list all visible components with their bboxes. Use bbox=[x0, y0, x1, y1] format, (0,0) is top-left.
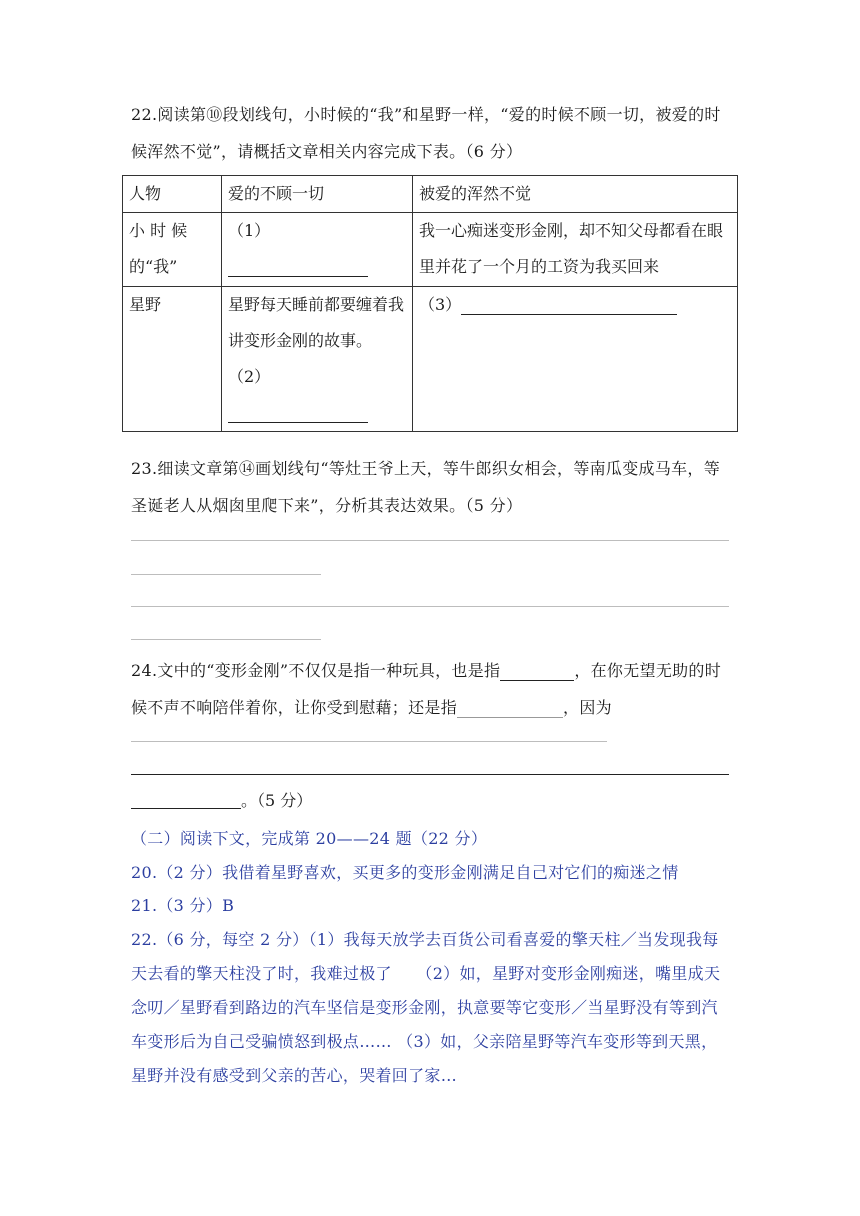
row2-person: 星野 bbox=[123, 287, 222, 432]
answer-line[interactable] bbox=[131, 774, 729, 775]
q24-part1: 24.文中的“变形金刚”不仅仅是指一种玩具，也是指 bbox=[131, 661, 501, 680]
answer-line[interactable] bbox=[131, 808, 241, 809]
row1-love-cell bbox=[222, 213, 413, 287]
summary-table bbox=[122, 175, 738, 432]
answer-line[interactable] bbox=[131, 639, 321, 640]
answer-line[interactable] bbox=[131, 606, 729, 607]
table-row bbox=[123, 213, 738, 287]
row2-love-text: 星野每天睡前都要缠着我讲变形金刚的故事。 bbox=[228, 295, 405, 350]
question-24 bbox=[131, 652, 731, 726]
blank-1-label: （1） bbox=[228, 221, 271, 240]
answer-line[interactable] bbox=[131, 574, 321, 575]
header-loved: 被爱的浑然不觉 bbox=[413, 176, 738, 213]
q24-score: 。（5 分） bbox=[241, 791, 313, 810]
table-row bbox=[123, 287, 738, 432]
blank-2-label: （2） bbox=[228, 367, 271, 386]
row1-person: 小 时 候 的“我” bbox=[123, 213, 222, 287]
answer-line[interactable] bbox=[131, 741, 607, 742]
q24-part3: ，因为 bbox=[563, 698, 612, 717]
answer-blank-2[interactable] bbox=[228, 404, 368, 423]
answers-heading: （二）阅读下文，完成第 20——24 题（22 分） bbox=[131, 829, 488, 848]
answer-blank-1[interactable] bbox=[228, 258, 368, 277]
row1-loved: 我一心痴迷变形金刚，却不知父母都看在眼里并花了一个月的工资为我买回来 bbox=[413, 213, 738, 287]
answer-blank-3[interactable] bbox=[461, 296, 677, 315]
q24-blank-1[interactable] bbox=[500, 662, 574, 681]
blank-3-label: （3） bbox=[419, 295, 462, 314]
header-love: 爱的不顾一切 bbox=[222, 176, 413, 213]
question-23: 23.细读文章第⑭画划线句“等灶王爷上天，等牛郎织女相会，等南瓜变成马车，等圣诞老人从烟囱里爬下来”，分析其表达效果。（5 分） bbox=[131, 459, 721, 515]
row2-loved-cell bbox=[413, 287, 738, 432]
table-header-row bbox=[123, 176, 738, 213]
q24-blank-2[interactable] bbox=[457, 699, 563, 718]
answer-21: 21.（3 分）B bbox=[131, 896, 235, 915]
q24-part2: ，在你无望无助的时候不声不响陪伴着你，让你受到慰藉；还是指 bbox=[131, 661, 722, 717]
answer-line[interactable] bbox=[131, 540, 729, 541]
header-person: 人物 bbox=[123, 176, 222, 213]
row2-love-cell bbox=[222, 287, 413, 432]
answer-20: 20.（2 分）我借着星野喜欢，买更多的变形金刚满足自己对它们的痴迷之情 bbox=[131, 863, 679, 882]
answer-22: 22.（6 分，每空 2 分）（1）我每天放学去百货公司看喜爱的擎天柱／当发现我每天去看的擎天柱没了时，我难过极了 （2）如，星野对变形金刚痴迷，嘴里成天念叨／星野看到路边的汽车坚信是变形金刚，执意要等它变形／当星野没有等到汽车变形后为自己受骗愤怒到极点…… （3）如，父亲陪星野等汽车变形等到天黑，星野并没有感受到父亲的苦心，哭着回了家… bbox=[131, 930, 721, 1085]
question-22: 22.阅读第⑩段划线句，小时候的“我”和星野一样，“爱的时候不顾一切，被爱的时候浑然不觉”，请概括文章相关内容完成下表。（6 分） bbox=[131, 105, 721, 161]
